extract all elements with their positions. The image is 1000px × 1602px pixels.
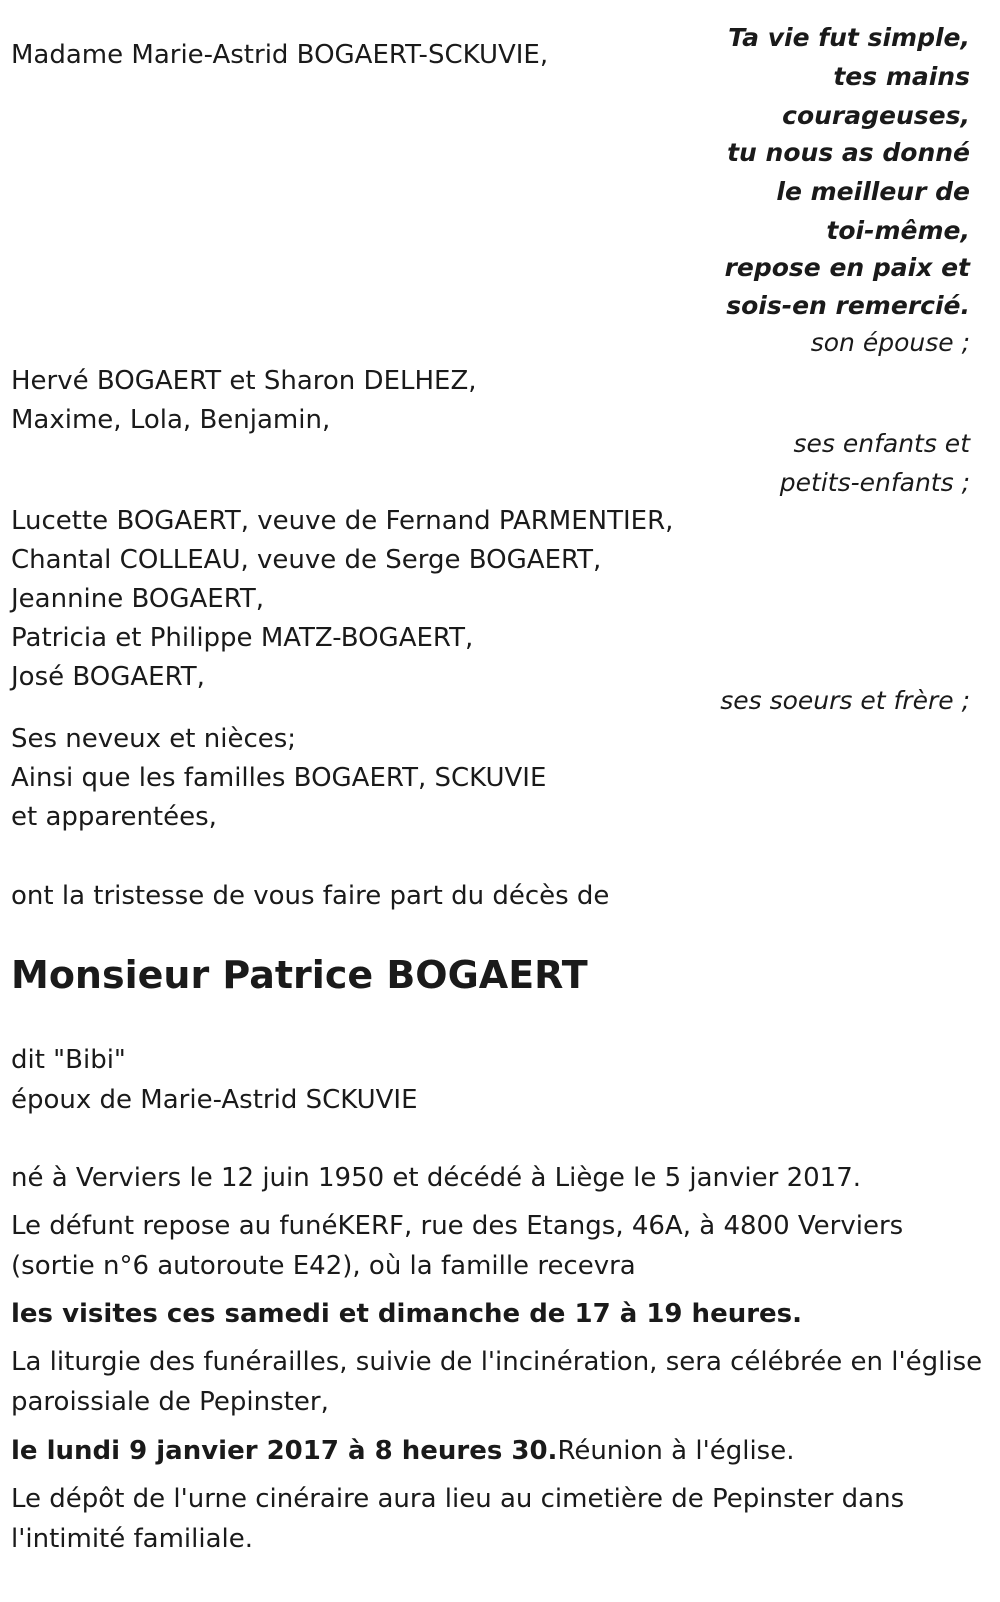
liturgy-info: La liturgie des funérailles, suivie de l'incinération, sera célébrée en l'église paroissiale de Pepinster, bbox=[11, 1347, 983, 1417]
others-line: et apparentées, bbox=[11, 802, 217, 832]
deceased-nickname: dit "Bibi" bbox=[11, 1045, 126, 1075]
spouse-relation: son épouse ; bbox=[810, 328, 970, 357]
urn-info: Le dépôt de l'urne cinéraire aura lieu au cimetière de Pepinster dans l'intimité familiale. bbox=[11, 1484, 905, 1554]
sibling-name: Jeannine BOGAERT, bbox=[11, 584, 265, 614]
sibling-name: Chantal COLLEAU, veuve de Serge BOGAERT, bbox=[11, 545, 602, 575]
announcement: ont la tristesse de vous faire part du décès de bbox=[11, 881, 610, 911]
others-line: Ainsi que les familles BOGAERT, SCKUVIE bbox=[11, 763, 547, 793]
siblings-relation: ses soeurs et frère ; bbox=[720, 686, 970, 715]
poem-line: le meilleur de bbox=[776, 177, 970, 206]
ceremony-date: le lundi 9 janvier 2017 à 8 heures 30. bbox=[11, 1436, 558, 1466]
poem-line: tu nous as donné bbox=[727, 138, 970, 167]
visits-info: les visites ces samedi et dimanche de 17 à 19 heures. bbox=[11, 1299, 803, 1329]
children-name: Hervé BOGAERT et Sharon DELHEZ, bbox=[11, 366, 477, 396]
children-relation: ses enfants et bbox=[793, 429, 970, 458]
birth-death: né à Verviers le 12 juin 1950 et décédé à Liège le 5 janvier 2017. bbox=[11, 1163, 862, 1193]
deceased-spouse-line: époux de Marie-Astrid SCKUVIE bbox=[11, 1085, 418, 1115]
ceremony-meeting: Réunion à l'église. bbox=[557, 1436, 795, 1466]
sibling-name: José BOGAERT, bbox=[11, 662, 205, 692]
others-line: Ses neveux et nièces; bbox=[11, 724, 297, 754]
spouse-name: Madame Marie-Astrid BOGAERT-SCKUVIE, bbox=[11, 40, 549, 70]
sibling-name: Patricia et Philippe MATZ-BOGAERT, bbox=[11, 623, 474, 653]
poem-line: toi-même, bbox=[826, 216, 970, 245]
deceased-name: Monsieur Patrice BOGAERT bbox=[11, 953, 588, 997]
ceremony-date-line bbox=[11, 1431, 794, 1471]
poem-line: tes mains bbox=[833, 62, 970, 91]
poem-line: courageuses, bbox=[782, 101, 970, 130]
grandchildren-names: Maxime, Lola, Benjamin, bbox=[11, 405, 331, 435]
sibling-name: Lucette BOGAERT, veuve de Fernand PARMENTIER, bbox=[11, 506, 674, 536]
children-relation: petits-enfants ; bbox=[779, 468, 970, 497]
poem-line: repose en paix et bbox=[724, 253, 970, 282]
rest-location: Le défunt repose au funéKERF, rue des Etangs, 46A, à 4800 Verviers (sortie n°6 autoroute E42), où la famille recevra bbox=[11, 1211, 904, 1281]
poem-line: Ta vie fut simple, bbox=[728, 23, 970, 52]
poem-line: sois-en remercié. bbox=[726, 291, 970, 320]
